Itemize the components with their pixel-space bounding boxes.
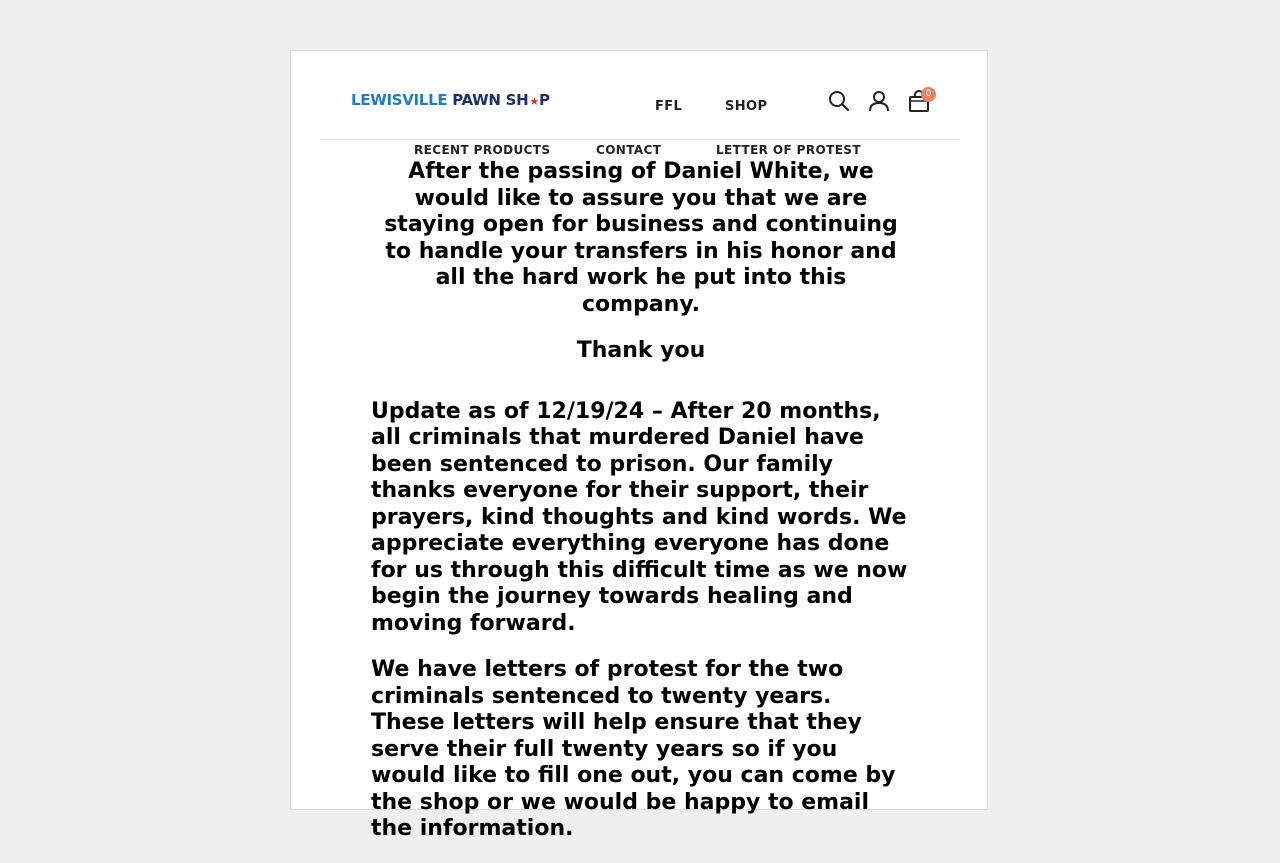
page-container: [290, 50, 988, 841]
logo-text-lewisville: LEWISVILLE: [351, 91, 448, 109]
site-header: [291, 51, 987, 141]
intro-paragraph: After the passing of Daniel White, we would like to assure you that we are staying open for business and continuing to handle your transfers in his honor and all the hard work he put into this company.: [384, 159, 898, 317]
nav-contact[interactable]: CONTACT: [596, 143, 662, 157]
header-divider: [320, 139, 960, 140]
logo-text-p: P: [538, 91, 550, 109]
update-paragraph: Update as of 12/19/24 – After 20 months, all criminals that murdered Daniel have been sentenced to prison. Our family thanks everyone for their support, their prayers, kind thoughts and kind words. We appreciate everything everyone has done for us through this difficult time as we now begin the journey towards healing and moving forward.: [371, 398, 908, 636]
logo-text-pawn-shop: PAWN SH: [452, 91, 529, 109]
thank-you-text: Thank you: [576, 338, 706, 363]
main-content: [371, 159, 911, 863]
nav-ffl[interactable]: FFL: [655, 99, 683, 114]
letters-paragraph: We have letters of protest for the two criminals sentenced to twenty years. These letters will help ensure that they serve their full twenty years so if you would like to fill one out, you can come by the shop or we would be happy to email the information.: [371, 657, 896, 841]
nav-shop[interactable]: SHOP: [725, 99, 768, 114]
user-icon[interactable]: [867, 89, 893, 115]
texas-star-icon: ★: [529, 95, 539, 108]
nav-letter-of-protest[interactable]: LETTER OF PROTEST: [716, 143, 861, 157]
search-icon[interactable]: [827, 89, 853, 115]
nav-recent-products[interactable]: RECENT PRODUCTS: [414, 143, 551, 157]
header-icons: [827, 89, 937, 119]
site-logo[interactable]: [351, 91, 550, 109]
cart-count-badge: 0: [921, 87, 936, 102]
